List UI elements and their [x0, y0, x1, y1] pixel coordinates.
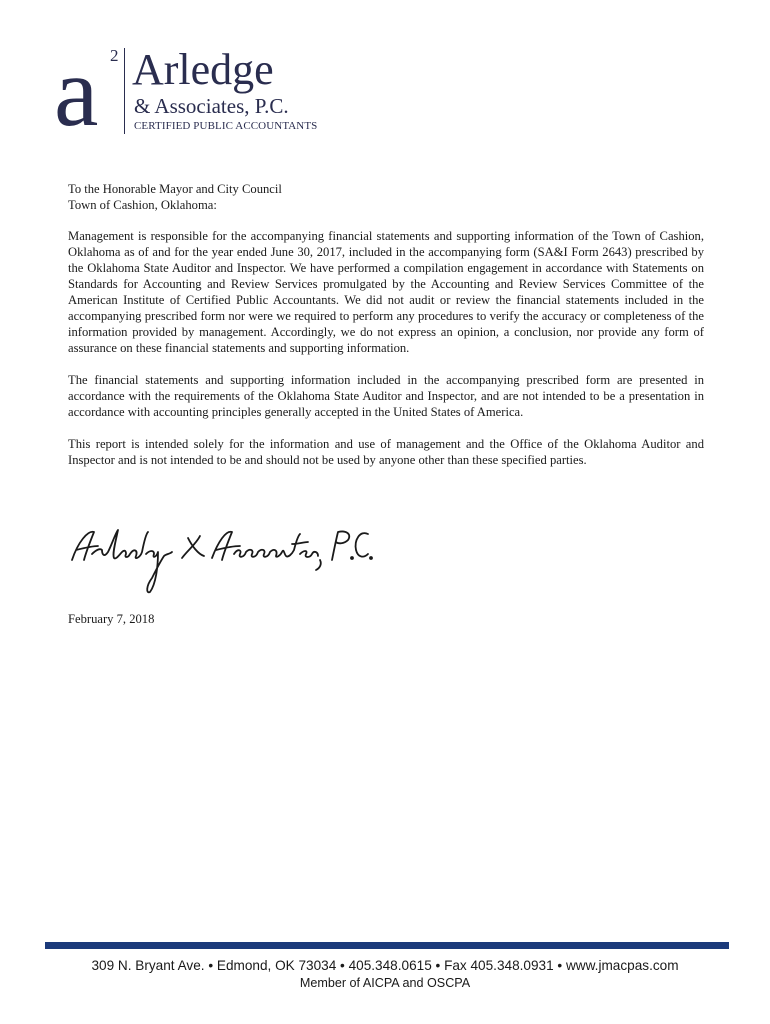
logo-letter-a: a	[54, 36, 99, 147]
logo-divider	[124, 48, 125, 134]
paragraph-presentation: The financial statements and supporting information included in the accompanying prescribed form are presented in accordance with the requirements of the Oklahoma State Auditor and Inspector, and are not intended to be a presentation in accordance with accounting principles generally accepted in the United States of America.	[68, 373, 704, 419]
recipient-line-2: Town of Cashion, Oklahoma:	[68, 198, 217, 212]
firm-logo	[54, 36, 324, 147]
logo-associates: & Associates, P.C.	[134, 94, 289, 118]
paragraph-responsibility: Management is responsible for the accompanying financial statements and supporting information of the Town of Cashion, Oklahoma as of and for the year ended June 30, 2017, included in the accompanying form (SA&I Form 2643) prescribed by the Oklahoma State Auditor and Inspector. We have performed a compilation engagement in accordance with Statements on Standards for Accounting and Review Services promulgated by the Accounting and Review Services Committee of the American Institute of Certified Public Accountants. We did not audit or review the financial statements included in the accompanying prescribed form nor were we required to perform any procedures to verify the accuracy or completeness of the information provided by management. Accordingly, we do not express an opinion, a conclusion, nor provide any form of assurance on these financial statements and supporting information.	[68, 229, 704, 355]
footer-divider-bar	[45, 942, 729, 949]
handwritten-signature	[64, 520, 374, 600]
logo-superscript: 2	[110, 46, 119, 65]
letter-date: February 7, 2018	[68, 612, 155, 626]
footer-address: 309 N. Bryant Ave. • Edmond, OK 73034 • 405.348.0615 • Fax 405.348.0931 • www.jmacpas.com	[91, 958, 679, 973]
paragraph-intended-use: This report is intended solely for the information and use of management and the Office of the Oklahoma Auditor and Inspector and is not intended to be and should not be used by anyone other than these specified parties.	[68, 437, 704, 467]
letter-body	[68, 181, 704, 484]
logo-firm-name: Arledge	[132, 45, 274, 94]
footer-membership: Member of AICPA and OSCPA	[299, 976, 471, 990]
recipient-block	[68, 181, 704, 213]
recipient-line-1: To the Honorable Mayor and City Council	[68, 182, 282, 196]
logo-tagline: CERTIFIED PUBLIC ACCOUNTANTS	[134, 120, 318, 132]
